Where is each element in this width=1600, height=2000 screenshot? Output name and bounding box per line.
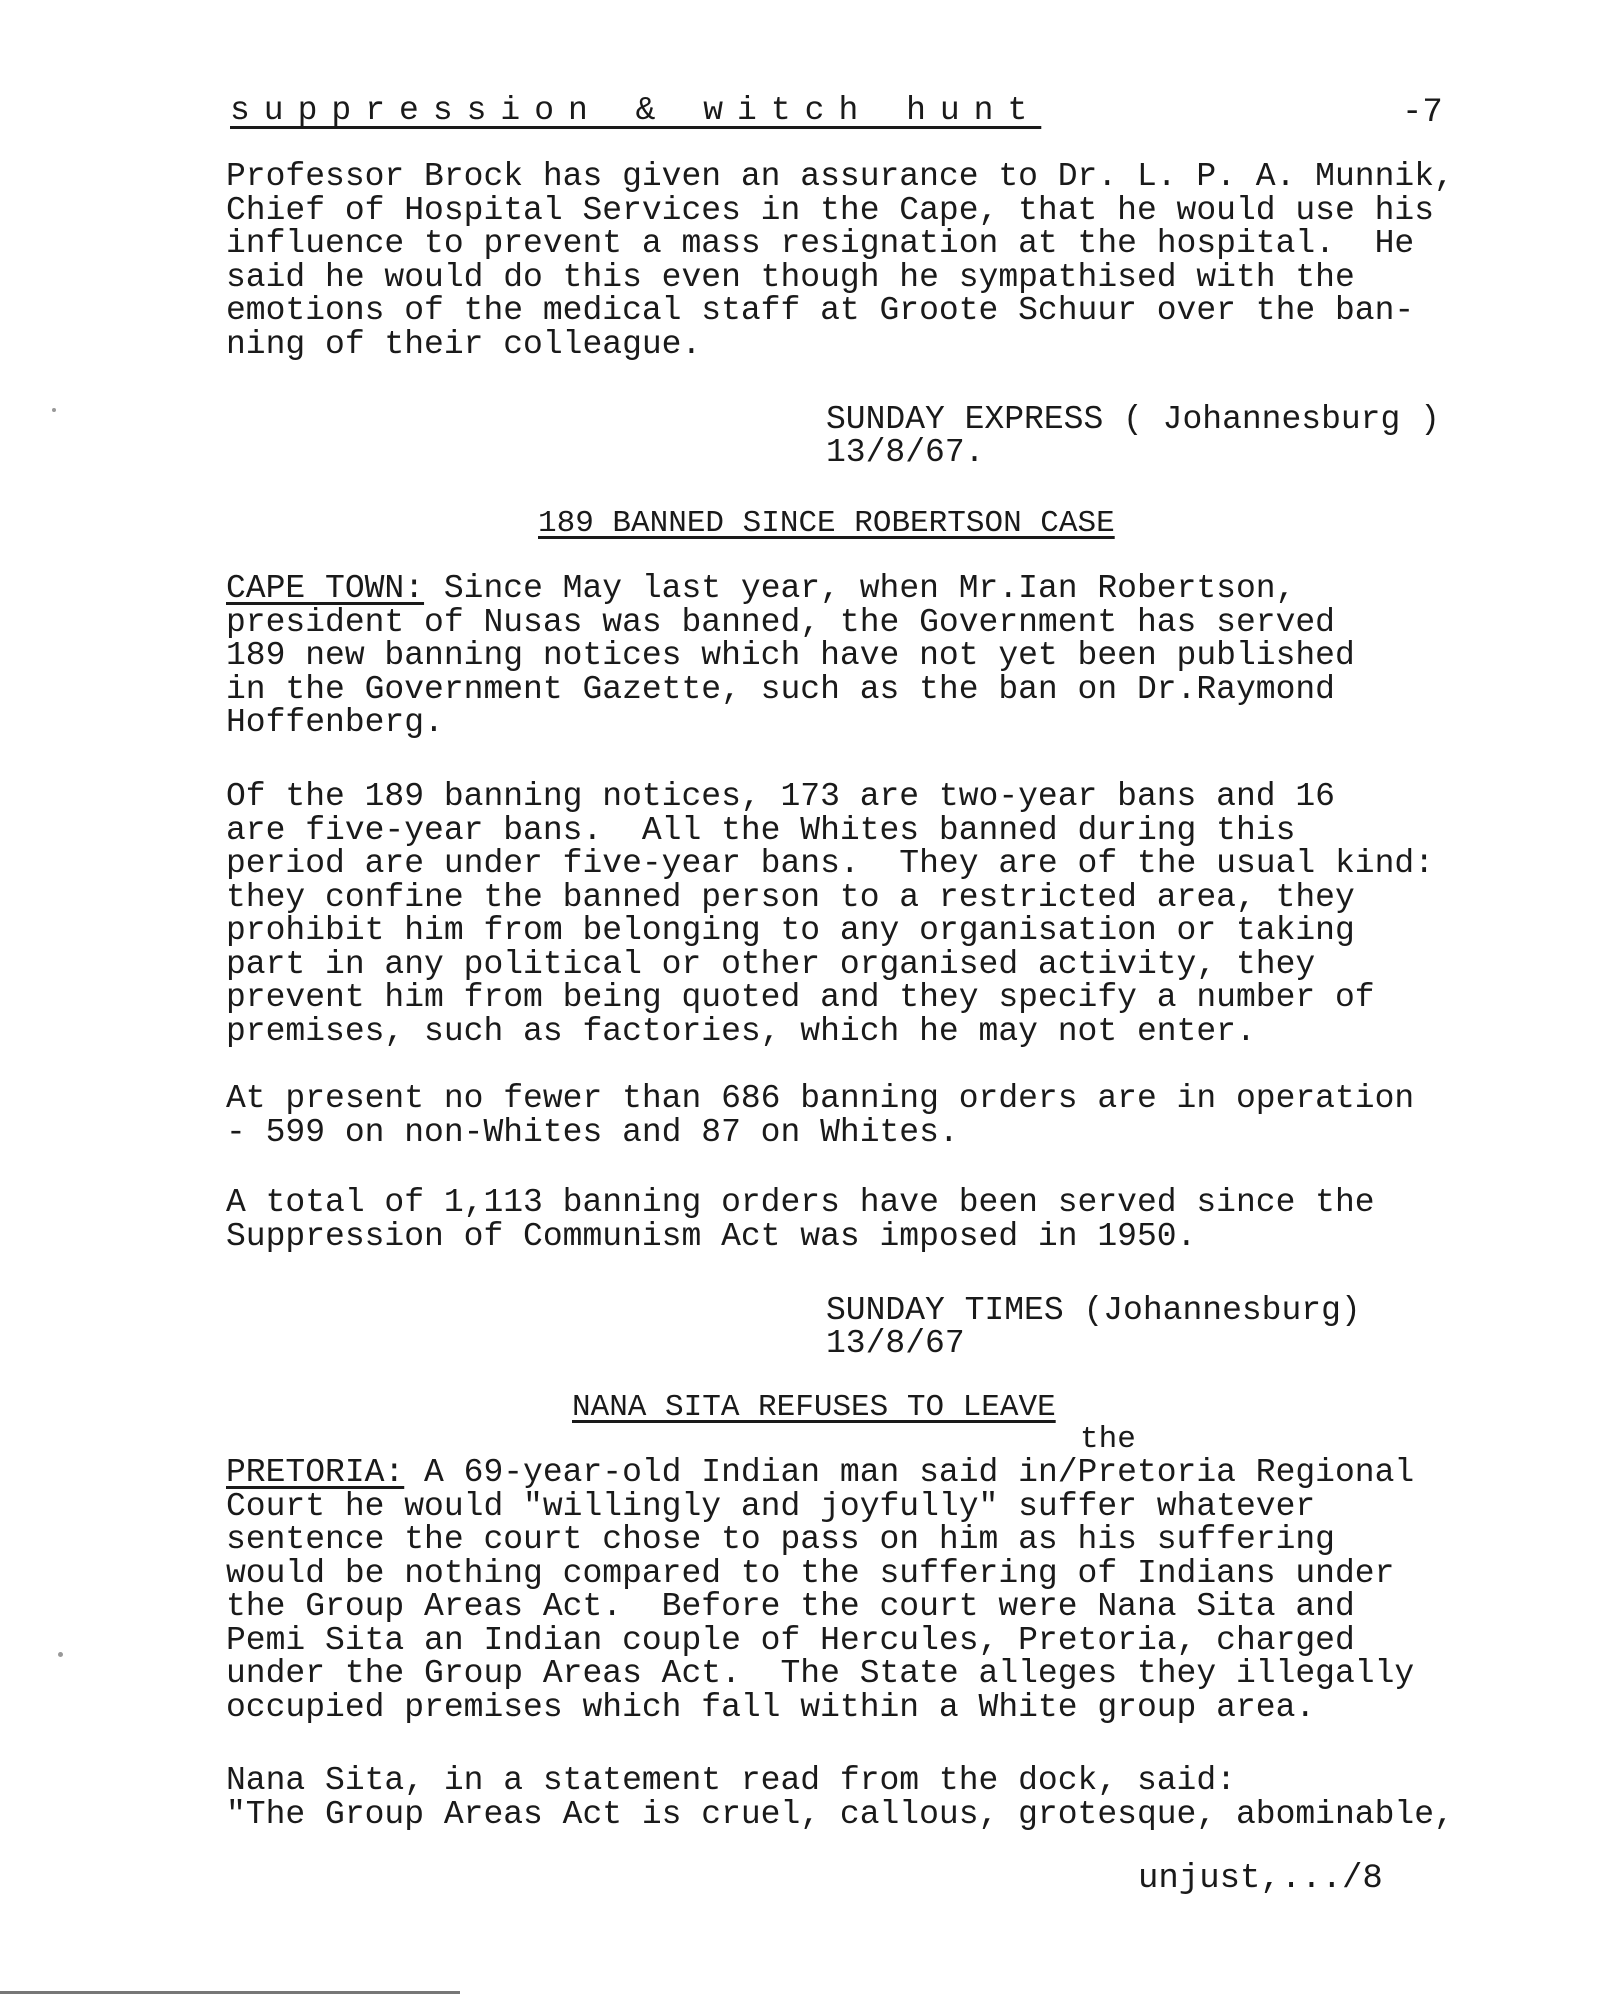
article1-paragraph: Professor Brock has given an assurance to Dr. L. P. A. Munnik, Chief of Hospital Services in the Cape, that he would use his influence to prevent a mass resignation at the hospital. He said he would do this even though he sympathised with the emotions of the medical staff at Groote Schuur over the ban- ning of their colleague. [226, 158, 1454, 363]
article1-source: SUNDAY EXPRESS ( Johannesburg ) 13/8/67. [826, 401, 1440, 471]
scan-speck [58, 1652, 63, 1657]
article3-paragraph-1 [226, 1456, 1506, 1724]
handwritten-insert: the [1080, 1422, 1136, 1457]
article2-paragraph-2: Of the 189 banning notices, 173 are two-year bans and 16 are five-year bans. All the Whites banned during this period are under five-year bans. They are of the usual kind: they confine the banned person to a restricted area, they prohibit him from belonging to any organisation or taking part in any political or other organised activity, they prevent him from being quoted and they specify a number of premises, such as factories, which he may not enter. [226, 778, 1434, 1050]
article2-paragraph-1 [226, 572, 1506, 740]
section-title: suppression & witch hunt [230, 92, 1042, 129]
scan-edge-rule [0, 1991, 460, 1994]
article2-paragraph-4: A total of 1,113 banning orders have been served since the Suppression of Communism Act was imposed in 1950. [226, 1184, 1375, 1255]
article2-paragraph-3: At present no fewer than 686 banning orders are in operation - 599 on non-Whites and 87 on Whites. [226, 1080, 1415, 1151]
article3-dateline: PRETORIA: [226, 1454, 405, 1491]
continuation-note: unjust,.../8 [1138, 1860, 1383, 1898]
article2-heading: 189 BANNED SINCE ROBERTSON CASE [538, 506, 1115, 541]
page-number: -7 [1402, 94, 1443, 132]
article3-paragraph-2: Nana Sita, in a statement read from the dock, said: "The Group Areas Act is cruel, callous, grotesque, abominable, [226, 1762, 1454, 1833]
scan-speck [52, 408, 56, 412]
article2-p1-text: Since May last year, when Mr.Ian Robertson, president of Nusas was banned, the Government has served 189 new banning notices which have not yet been published in the Government Gazette, such as the ban on Dr.Raymond Hoffenberg. [226, 570, 1355, 741]
article3-heading: NANA SITA REFUSES TO LEAVE [572, 1390, 1056, 1425]
article2-dateline: CAPE TOWN: [226, 570, 425, 607]
article2-source: SUNDAY TIMES (Johannesburg) 13/8/67 [826, 1292, 1361, 1362]
article3-p1-text: A 69-year-old Indian man said in/Pretoria Regional Court he would "willingly and joyfully" suffer whatever sentence the court chose to pass on him as his suffering would be nothing compared to the suffering of Indians under the Group Areas Act. Before the court were Nana Sita and Pemi Sita an Indian couple of Hercules, Pretoria, charged under the Group Areas Act. The State alleges they illegally occupied premises which fall within a White group area. [226, 1454, 1415, 1726]
